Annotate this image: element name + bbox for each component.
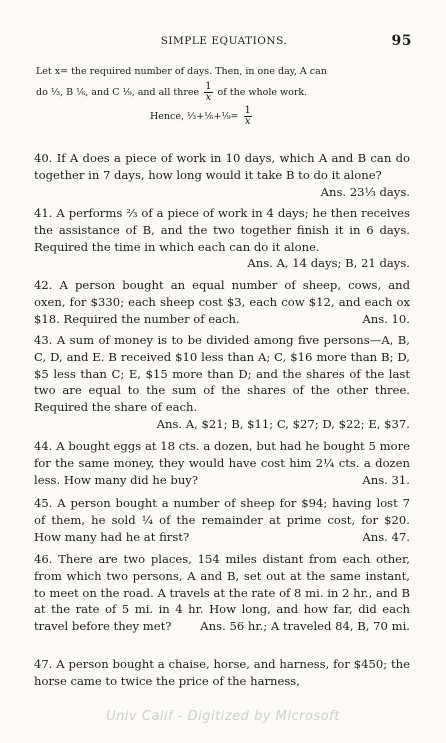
problem-47: 47. A person bought a chaise, horse, and harness, for $450; the horse came to twice the price of the harness,: [34, 657, 410, 688]
problem-45: 45. A person bought a number of sheep for $94; having lost 7 of them, he sold ¼ of the remainder at prime cost, for $20. How many had he at first? Ans. 47.: [34, 496, 410, 544]
answer: Ans. 31.: [362, 472, 410, 487]
answer: Ans. 47.: [362, 529, 410, 544]
fraction-one-over-x: $\frac{1}{x}$: [205, 81, 212, 103]
answer: Ans. A, 14 days; B, 21 days.: [247, 256, 410, 271]
problem-44: 44. A bought eggs at 18 cts. a dozen, but had he bought 5 more for the same money, they would have cost him 2¼ cts. a dozen less. How many did he buy? Ans. 31.: [34, 439, 410, 487]
problem-40: 40. If A does a piece of work in 10 days, which A and B can do together in 7 days, how long would it take B to do it alone? Ans. 23⅓ days.: [34, 151, 410, 199]
problem-41: 41. A performs ⅔ of a piece of work in 4 days; he then receives the assistance of B, and the two together finish it in 6 days. Required the time in which each can do it alone. Ans. A, 14 days; B, 21 days.: [34, 206, 410, 271]
problem-46: 46. There are two places, 154 miles distant from each other, from which two persons, A and B, set out at the same instant, to meet on the road. A travels at the rate of 8 mi. in 2 hr., and B at the rate of 5 mi. in 4 hr. How long, and how far, did each travel before they met? Ans. 56 hr.; A traveled 84, B, 70 mi.: [34, 552, 410, 634]
running-header: [36, 35, 412, 51]
answer: Ans. A, $21; B, $11; C, $27; D, $22; E, $37.: [156, 416, 410, 431]
solution-line-2: do ⅓, B ⅙, and C ⅑, and all three $\frac{1}{x}$ of the whole work.: [36, 81, 308, 103]
fraction-one-over-x: $\frac{1}{x}$: [244, 105, 251, 127]
problem-43: 43. A sum of money is to be divided among five persons—A, B, C, D, and E. B received $10 less than A; C, $16 more than B; D, $5 less than C; E, $15 more than D; and the shares of the last two are equal to the sum of the shares of the other three. Required the share of each. Ans. A, $21; B, $11; C, $27; D, $22; E, $37.: [34, 333, 410, 431]
answer: Ans. 10.: [362, 311, 410, 326]
solution-line-1: Let x= the required number of days. Then, in one day, A can: [36, 66, 327, 77]
chapter-title: SIMPLE EQUATIONS.: [160, 35, 288, 47]
page-number: 95: [391, 33, 412, 49]
answer: Ans. 23⅓ days.: [320, 184, 410, 199]
hence-equation: Hence, ⅓+⅙+⅑= $\frac{1}{x}$: [150, 105, 251, 127]
problem-42: 42. A person bought an equal number of sheep, cows, and oxen, for $330; each sheep cost $3, each cow $12, and each ox $18. Required the number of each. Ans. 10.: [34, 278, 410, 326]
digitization-watermark: Univ Calif - Digitized by Microsoft: [106, 709, 340, 724]
answer: Ans. 56 hr.; A traveled 84, B, 70 mi.: [200, 619, 410, 634]
